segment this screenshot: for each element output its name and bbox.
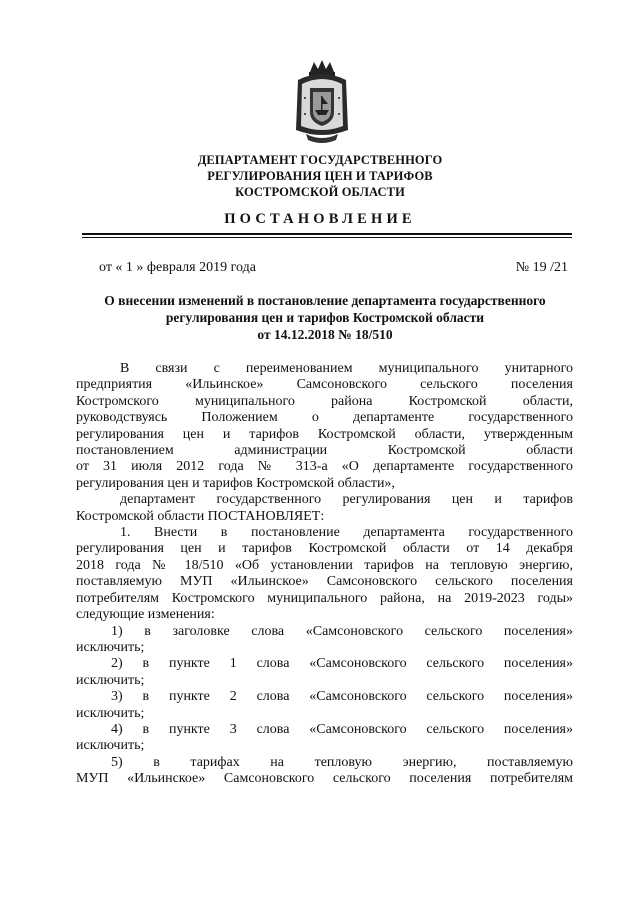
body-line: постановлением администрации Костромской области [76, 443, 573, 459]
body-line: 5) в тарифах на тепловую энергию, поставляемую [111, 754, 573, 770]
subject-line: регулирования цен и тарифов Костромской области [165, 310, 485, 325]
body-line: исключить; [76, 705, 145, 721]
header-divider-thin [82, 237, 572, 238]
document-date: от « 1 » февраля 2019 года [99, 260, 256, 275]
document-number: № 19 /21 [515, 260, 568, 275]
body-line: регулирования цен и тарифов Костромской области, утвержденным [76, 426, 573, 442]
document-subject [90, 292, 560, 343]
body-line: потребителям Костромского муниципального района, на 2019-2023 годы» [76, 590, 573, 606]
header-divider-thick [82, 233, 572, 235]
body-line: исключить; [76, 639, 145, 655]
department-line: РЕГУЛИРОВАНИЯ ЦЕН И ТАРИФОВ [207, 169, 433, 183]
department-line: КОСТРОМСКОЙ ОБЛАСТИ [235, 185, 405, 199]
body-line: департамент государственного регулирования цен и тарифов [120, 492, 573, 508]
body-line: 4) в пункте 3 слова «Самсоновского сельского поселения» [111, 721, 573, 737]
body-line: Костромского муниципального района Костромской области, [76, 393, 573, 409]
body-line: предприятия «Ильинское» Самсоновского сельского поселения [76, 377, 573, 393]
document-body [76, 361, 573, 788]
body-line: 2) в пункте 1 слова «Самсоновского сельского поселения» [111, 656, 573, 672]
body-line: руководствуясь Положением о департаменте государственного [76, 410, 573, 426]
coat-of-arms-emblem [292, 58, 352, 144]
body-line: исключить; [76, 672, 145, 688]
body-line: следующие изменения: [76, 607, 215, 623]
body-line: регулирования цен и тарифов Костромской области от 14 декабря [76, 541, 573, 557]
body-line: МУП «Ильинское» Самсоновского сельского поселения потребителям [76, 771, 573, 787]
body-line: 3) в пункте 2 слова «Самсоновского сельского поселения» [111, 689, 573, 705]
body-line: Костромской области ПОСТАНОВЛЯЕТ: [76, 508, 325, 524]
body-line: регулирования цен и тарифов Костромской области», [76, 475, 395, 491]
subject-line: от 14.12.2018 № 18/510 [257, 327, 393, 342]
body-line: исключить; [76, 738, 145, 754]
subject-line: О внесении изменений в постановление департамента государственного [104, 293, 546, 308]
document-type-title: ПОСТАНОВЛЕНИЕ [224, 211, 416, 227]
body-line: В связи с переименованием муниципального унитарного [120, 361, 573, 376]
body-line: поставляемую МУП «Ильинское» Самсоновского сельского поселения [76, 574, 573, 590]
body-line: 1. Внести в постановление департамента государственного [120, 525, 573, 541]
body-line: от 31 июля 2012 года № 313-а «О департаменте государственного [76, 459, 573, 475]
department-name [150, 152, 490, 200]
body-line: 2018 года № 18/510 «Об установлении тарифов на тепловую энергию, [76, 557, 573, 573]
body-line: 1) в заголовке слова «Самсоновского сельского поселения» [111, 623, 573, 639]
department-line: ДЕПАРТАМЕНТ ГОСУДАРСТВЕННОГО [197, 153, 443, 167]
